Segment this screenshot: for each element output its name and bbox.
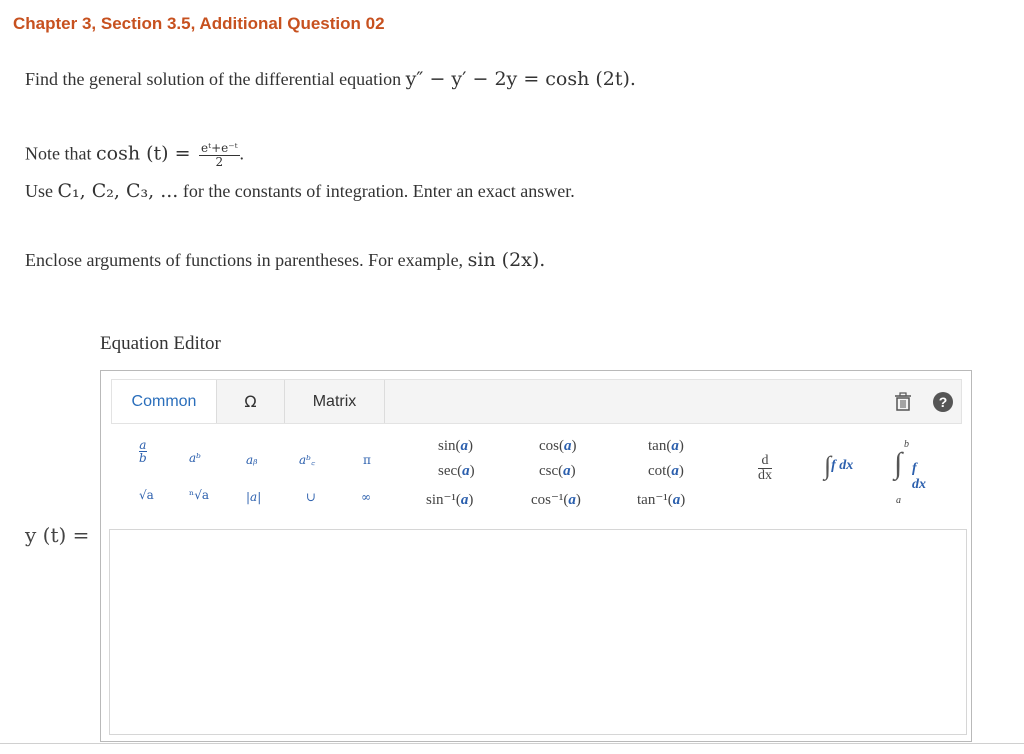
fraction-button[interactable] [139, 439, 147, 464]
integral-button[interactable] [824, 451, 853, 481]
sec-label: sec [438, 463, 458, 479]
use-suffix: for the constants of integration. Enter an exact answer. [178, 181, 575, 201]
derivative-button[interactable] [758, 454, 772, 483]
definite-integral-integrand: f dx [912, 461, 926, 492]
tab-matrix[interactable]: Matrix [285, 380, 385, 423]
fraction-denominator: b [139, 451, 147, 465]
note-denominator: 2 [215, 155, 224, 169]
note-prefix: Note that [25, 143, 96, 164]
definite-integral-sign: ∫ [894, 447, 903, 480]
tan-button[interactable]: tan(a) [648, 438, 684, 454]
derivative-numerator: d [758, 454, 772, 469]
csc-button[interactable]: csc(a) [539, 463, 576, 479]
sin-button[interactable]: sin(a) [438, 438, 474, 454]
note-numerator: eᵗ+e⁻ᵗ [201, 141, 238, 155]
tab-symbols[interactable]: Ω [217, 380, 285, 423]
sec-button[interactable]: sec(a) [438, 463, 475, 479]
tab-common[interactable]: Common [112, 380, 217, 423]
arccos-arg: a [568, 492, 576, 508]
nth-root-button[interactable]: ⁿ√a [189, 488, 209, 502]
answer-input[interactable] [109, 529, 967, 735]
sin-label: sin [438, 438, 456, 454]
integral-upper-limit: b [904, 439, 909, 450]
page-title: Chapter 3, Section 3.5, Additional Question 02 [13, 14, 385, 33]
csc-arg: a [563, 463, 571, 479]
arcsin-label: sin⁻¹ [426, 492, 456, 508]
tan-arg: a [671, 438, 679, 454]
constants-line [25, 180, 575, 202]
question-prompt [25, 68, 636, 90]
prompt-text: Find the general solution of the differential equation [25, 69, 406, 89]
help-icon[interactable] [932, 391, 954, 413]
differential-equation: y″ − y′ − 2y = cosh (2t). [405, 68, 636, 90]
absolute-value-button[interactable]: |a| [246, 490, 262, 504]
derivative-denominator: dx [758, 468, 772, 483]
union-button[interactable]: ∪ [306, 490, 317, 504]
integral-lower-limit: a [896, 495, 901, 506]
arctan-button[interactable]: tan⁻¹(a) [637, 492, 686, 508]
infinity-button[interactable]: ∞ [361, 490, 371, 504]
trash-icon[interactable] [892, 391, 914, 413]
arctan-arg: a [672, 492, 681, 508]
pi-button[interactable]: π [363, 453, 371, 467]
arcsin-button[interactable]: sin⁻¹(a) [426, 492, 474, 508]
subscript-button[interactable]: aᵦ [246, 453, 258, 467]
arccos-button[interactable]: cos⁻¹(a) [531, 492, 581, 508]
enclose-line [25, 249, 545, 271]
note-line: Note that cosh (t) = $\frac{\text{eᵗ+e⁻ᵗ}}{2}$ . [25, 141, 245, 169]
answer-label: y (t) = [25, 523, 90, 547]
bottom-divider [0, 743, 1024, 744]
equation-editor [100, 370, 972, 742]
note-fraction [199, 142, 240, 169]
tan-label: tan [648, 438, 667, 454]
arctan-label: tan⁻¹ [637, 492, 668, 508]
use-prefix: Use [25, 181, 58, 201]
integral-sign: ∫ [824, 451, 832, 480]
integral-integrand: f dx [831, 458, 854, 474]
enclose-example: sin (2x). [467, 249, 546, 271]
subsup-button[interactable]: aᵇ꜀ [299, 453, 316, 467]
sin-arg: a [460, 438, 469, 454]
cos-arg: a [564, 438, 572, 454]
equation-editor-label: Equation Editor [100, 333, 221, 354]
power-button[interactable]: aᵇ [189, 451, 201, 465]
arccos-label: cos⁻¹ [531, 492, 564, 508]
arcsin-arg: a [460, 492, 469, 508]
svg-text:?: ? [938, 394, 948, 410]
enclose-text: Enclose arguments of functions in parentheses. For example, [25, 250, 468, 270]
editor-toolbar [111, 379, 962, 424]
cos-button[interactable]: cos(a) [539, 438, 577, 454]
constants-math: C₁, C₂, C₃, ... [57, 180, 179, 202]
cot-label: cot [648, 463, 667, 479]
cos-label: cos [539, 438, 559, 454]
sqrt-button[interactable]: √a [139, 488, 154, 502]
fraction-numerator: a [139, 438, 147, 452]
note-math: cosh (t) = [95, 142, 191, 165]
cot-arg: a [671, 463, 679, 479]
sec-arg: a [462, 463, 470, 479]
csc-label: csc [539, 463, 559, 479]
cot-button[interactable]: cot(a) [648, 463, 684, 479]
